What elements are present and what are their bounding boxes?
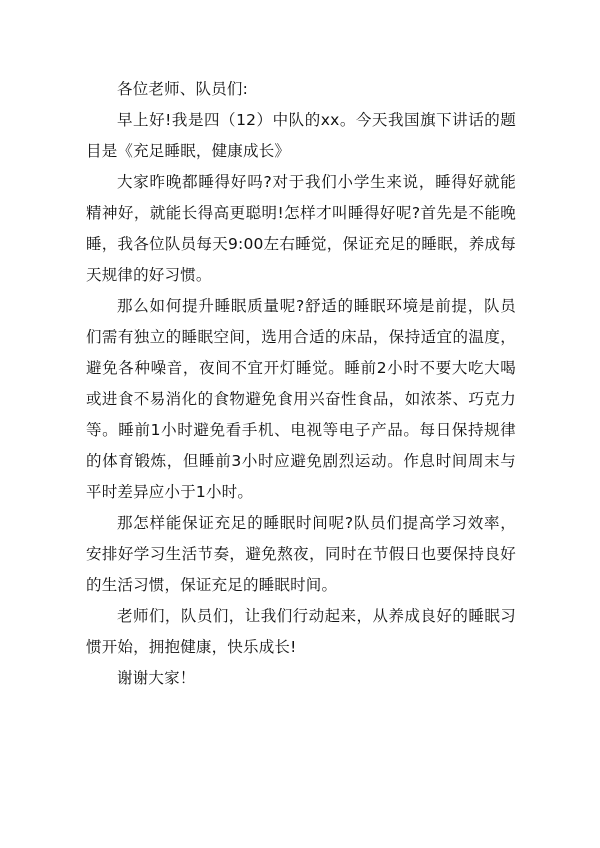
- paragraph-call-to-action: 老师们，队员们，让我们行动起来，从养成良好的睡眠习惯开始，拥抱健康，快乐成长!: [86, 607, 516, 656]
- salutation: 各位老师、队员们:: [117, 80, 249, 98]
- paragraph-sleep-time: 那怎样能保证充足的睡眠时间呢?队员们提高学习效率，安排好学习生活节奏，避免熬夜，同时在节假日也要保持良好的生活习惯，保证充足的睡眠时间。: [86, 514, 516, 594]
- paragraph-sleep-intro: 大家昨晚都睡得好吗?对于我们小学生来说，睡得好就能精神好，就能长得高更聪明!怎样才叫睡得好呢?首先是不能晚睡，我各位队员每天9:00左右睡觉，保证充足的睡眠，养成每天规律的好习惯。: [86, 173, 516, 284]
- closing-thanks: 谢谢大家！: [117, 669, 196, 687]
- speech-body: [86, 74, 516, 694]
- paragraph-greeting: 早上好!我是四（12）中队的xx。今天我国旗下讲话的题目是《充足睡眠，健康成长》: [86, 111, 516, 160]
- paragraph-sleep-quality: 那么如何提升睡眠质量呢?舒适的睡眠环境是前提，队员们需有独立的睡眠空间，选用合适的床品，保持适宜的温度，避免各种噪音，夜间不宜开灯睡觉。睡前2小时不要大吃大喝或进食不易消化的食物避免食用兴奋性食品，如浓茶、巧克力等。睡前1小时避免看手机、电视等电子产品。每日保持规律的体育锻炼，但睡前3小时应避免剧烈运动。作息时间周末与平时差异应小于1小时。: [86, 297, 516, 501]
